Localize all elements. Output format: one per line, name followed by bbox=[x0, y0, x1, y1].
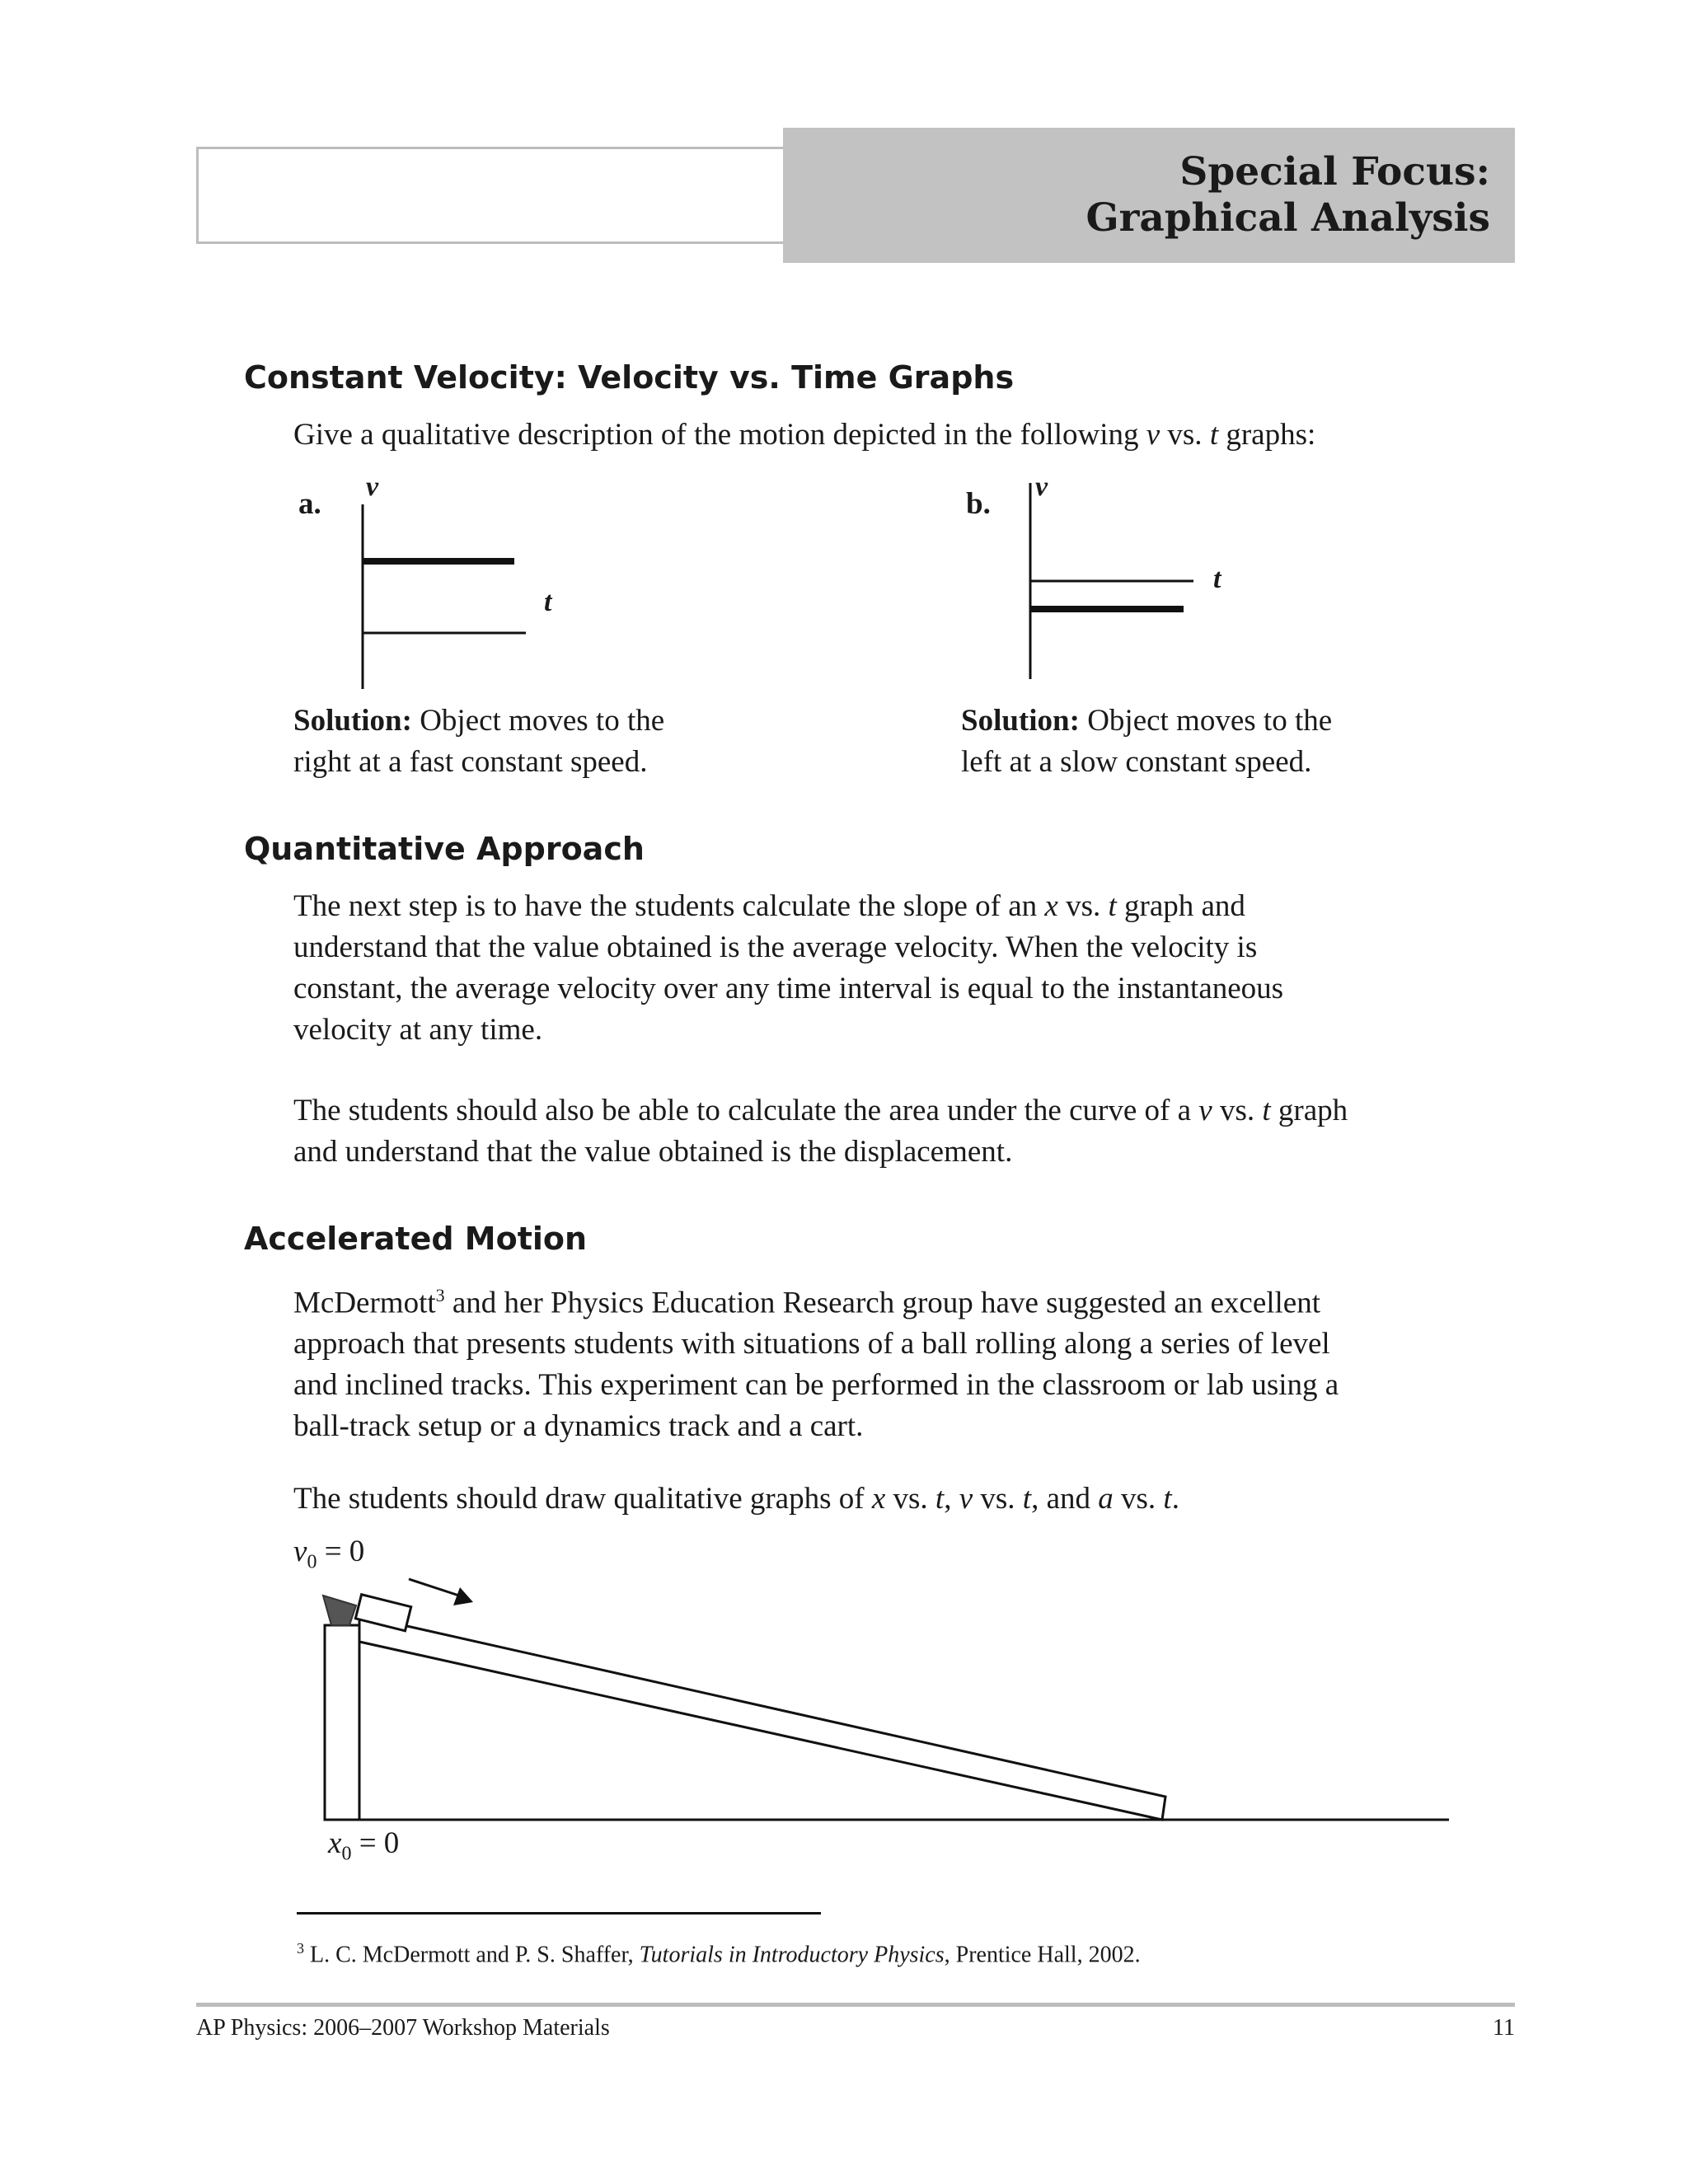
s2p1-text-1: The next step is to have the students calculate the slope of an bbox=[293, 889, 1045, 923]
s3p2-x: x bbox=[871, 1482, 886, 1516]
intro-t: t bbox=[1209, 418, 1219, 452]
s2p1-line-2: understand that the value obtained is the average velocity. When the velocity is bbox=[293, 930, 1258, 964]
footnote-book-title: Tutorials in Introductory Physics bbox=[639, 1942, 945, 1968]
graph-b-v-axis-label: v bbox=[1035, 471, 1048, 502]
s2p2-vs: vs. bbox=[1212, 1094, 1263, 1127]
s3p2-vs-2: vs. bbox=[973, 1482, 1023, 1516]
s3p2-a: a bbox=[1098, 1482, 1114, 1516]
s2p1-line-4: velocity at any time. bbox=[293, 1013, 543, 1047]
s3p2-vs-3: vs. bbox=[1113, 1482, 1164, 1516]
s3p2-sep-2: , and bbox=[1031, 1482, 1099, 1516]
footer-rule bbox=[196, 2003, 1515, 2007]
s3p2-v: v bbox=[959, 1482, 973, 1516]
v0-eq: = 0 bbox=[316, 1535, 365, 1568]
motion-arrow-head bbox=[453, 1587, 473, 1605]
graph-a-v-axis-label: v bbox=[366, 471, 379, 502]
s2p1-line-3: constant, the average velocity over any time interval is equal to the instantaneous bbox=[293, 972, 1284, 1005]
s3p1-text-1: and her Physics Education Research group have suggested an excellent bbox=[444, 1286, 1321, 1320]
section-heading-accelerated-motion: Accelerated Motion bbox=[244, 1221, 588, 1257]
x0-sub: 0 bbox=[341, 1843, 352, 1865]
graph-a-solution-line-2: right at a fast constant speed. bbox=[293, 745, 648, 779]
s2p1-text-2: graph and bbox=[1116, 889, 1245, 923]
page-title-line-1: Special Focus: bbox=[1179, 149, 1490, 194]
graph-a-label: a. bbox=[298, 487, 321, 521]
s3p1-line-4: ball-track setup or a dynamics track and a cart. bbox=[293, 1409, 864, 1444]
intro-text-2: graphs: bbox=[1218, 418, 1316, 452]
track-release-wedge bbox=[323, 1596, 356, 1625]
x0-var: x bbox=[328, 1826, 342, 1860]
footer-title: AP Physics: 2006–2007 Workshop Materials bbox=[196, 2015, 610, 2041]
graph-a-solution-label: Solution: bbox=[293, 704, 412, 738]
graph-b-solution-label: Solution: bbox=[961, 704, 1080, 738]
inclined-track bbox=[359, 1615, 1165, 1820]
s2p1-vs: vs. bbox=[1057, 889, 1109, 923]
intro-v: v bbox=[1146, 418, 1160, 452]
footnote-text-2: , Prentice Hall, 2002. bbox=[944, 1942, 1141, 1968]
s3p1-footnote-ref: 3 bbox=[435, 1285, 445, 1305]
graph-b-label: b. bbox=[966, 487, 991, 521]
v0-sub: 0 bbox=[307, 1551, 317, 1573]
s3p2-vs-1: vs. bbox=[885, 1482, 935, 1516]
s2p2-t: t bbox=[1262, 1094, 1271, 1127]
graph-b-solution-line-2: left at a slow constant speed. bbox=[961, 745, 1312, 779]
s3p2-t-1: t bbox=[935, 1482, 945, 1516]
graph-b-solution-line-1: Object moves to the bbox=[1079, 704, 1333, 738]
graph-a-t-axis-label: t bbox=[544, 587, 552, 617]
motion-arrow-shaft bbox=[409, 1579, 462, 1596]
s3p2-t-3: t bbox=[1163, 1482, 1172, 1516]
s3p2-t-2: t bbox=[1022, 1482, 1032, 1516]
x0-eq: = 0 bbox=[351, 1826, 400, 1860]
footnote-text-1: L. C. McDermott and P. S. Shaffer, bbox=[304, 1942, 640, 1968]
section-heading-quantitative-approach: Quantitative Approach bbox=[244, 831, 645, 867]
footnote-marker: 3 bbox=[297, 1940, 304, 1957]
s3p1-line-3: and inclined tracks. This experiment can be performed in the classroom or lab using a bbox=[293, 1368, 1339, 1403]
graph-a-solution-line-1: Object moves to the bbox=[411, 704, 665, 738]
s2p2-text-1: The students should also be able to calculate the area under the curve of a bbox=[293, 1094, 1199, 1127]
section-heading-constant-velocity: Constant Velocity: Velocity vs. Time Graphs bbox=[244, 359, 1015, 396]
s2p2-line-2: and understand that the value obtained is the displacement. bbox=[293, 1135, 1013, 1169]
intro-text-1: Give a qualitative description of the motion depicted in the following bbox=[293, 418, 1146, 452]
s3p2-sep-1: , bbox=[944, 1482, 959, 1516]
footnote-rule bbox=[297, 1912, 821, 1915]
page-number: 11 bbox=[1493, 2015, 1515, 2041]
s3p1-line-2: approach that presents students with situations of a ball rolling along a series of level bbox=[293, 1327, 1330, 1361]
initial-position-label bbox=[328, 1823, 399, 1874]
s3p1-name: McDermott bbox=[293, 1286, 436, 1320]
intro-vs: vs. bbox=[1160, 418, 1210, 452]
page-title-line-2: Graphical Analysis bbox=[1085, 195, 1490, 241]
s2p2-v: v bbox=[1198, 1094, 1212, 1127]
graph-b-t-axis-label: t bbox=[1213, 564, 1221, 594]
s2p1-x: x bbox=[1044, 889, 1058, 923]
s3p2-text-1: The students should draw qualitative graphs of bbox=[293, 1482, 872, 1516]
s3p2-end: . bbox=[1171, 1482, 1179, 1516]
s2p2-text-2: graph bbox=[1270, 1094, 1348, 1127]
support-block bbox=[325, 1625, 359, 1820]
footnote bbox=[297, 1934, 1141, 1969]
v0-var: v bbox=[293, 1535, 307, 1568]
s2p1-t: t bbox=[1108, 889, 1117, 923]
